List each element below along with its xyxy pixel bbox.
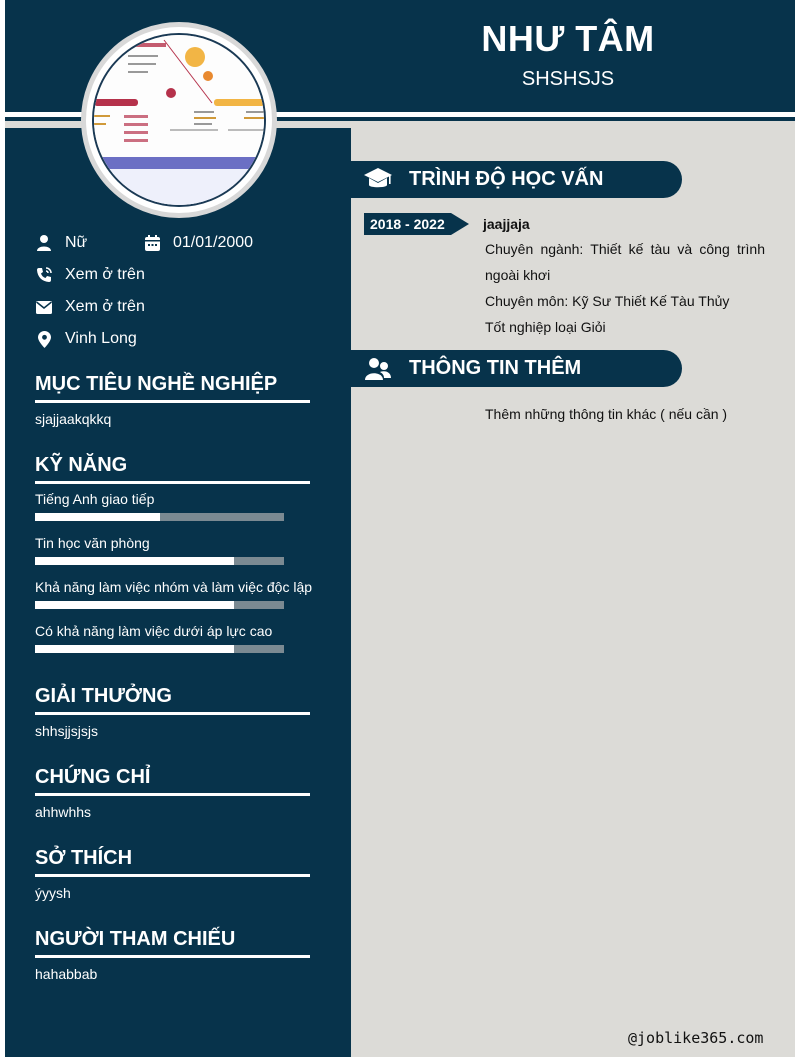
skill-bar [35, 601, 284, 609]
hobbies-title: SỞ THÍCH [35, 847, 310, 877]
cv-page [5, 0, 795, 1057]
skill-label: Tin học văn phòng [35, 535, 150, 551]
skill-bar [35, 513, 284, 521]
education-specialty: Chuyên môn: Kỹ Sư Thiết Kế Tàu Thủy [485, 293, 730, 309]
references-text: hahabbab [35, 966, 98, 982]
email-value: Xem ở trên [65, 298, 145, 315]
education-section-header [351, 161, 682, 198]
birthday-value: 01/01/2000 [173, 234, 254, 251]
envelope-icon [35, 298, 53, 316]
education-period-tag [364, 213, 469, 235]
graduation-cap-icon [363, 165, 393, 195]
calendar-icon [143, 234, 161, 252]
objective-text: sjajjaakqkkq [35, 411, 112, 427]
skill-bar-fill [35, 601, 234, 609]
additional-section-header [351, 350, 682, 387]
references-title: NGƯỜI THAM CHIẾU [35, 928, 310, 958]
skill-bar [35, 645, 284, 653]
skill-label: Có khả năng làm việc dưới áp lực cao [35, 623, 273, 639]
education-school: jaajjaja [483, 216, 530, 232]
skill-label: Khả năng làm việc nhóm và làm việc độc lập [35, 579, 313, 595]
skills-title: KỸ NĂNG [35, 454, 310, 484]
awards-text: shhsjjsjsjs [35, 723, 99, 739]
contact-address [35, 330, 137, 348]
additional-text: Thêm những thông tin khác ( nếu cần ) [485, 406, 728, 422]
education-grade: Tốt nghiệp loại Giỏi [485, 319, 606, 335]
education-title: TRÌNH ĐỘ HỌC VẤN [409, 168, 604, 190]
watermark: @joblike365.com [628, 1029, 764, 1047]
skill-bar-fill [35, 557, 234, 565]
avatar [81, 22, 277, 218]
contact-phone [35, 266, 145, 284]
candidate-subtitle: SHSHSJS [521, 68, 615, 90]
user-icon [35, 234, 53, 252]
contact-email [35, 298, 145, 316]
gender-value: Nữ [65, 234, 88, 251]
skill-label: Tiếng Anh giao tiếp [35, 491, 155, 507]
certificates-text: ahhwhhs [35, 804, 92, 820]
avatar-photo [92, 33, 266, 207]
certificates-title: CHỨNG CHỈ [35, 766, 310, 796]
phone-icon [35, 266, 53, 284]
address-value: Vinh Long [65, 330, 137, 347]
education-period: 2018 - 2022 [364, 213, 451, 235]
contact-birthday [143, 234, 253, 252]
skill-bar-fill [35, 513, 160, 521]
tag-arrow [451, 213, 469, 235]
education-major: Chuyên ngành: Thiết kế tàu và công trình ngoài khơi [485, 241, 765, 283]
phone-value: Xem ở trên [65, 266, 145, 283]
skill-bar-fill [35, 645, 234, 653]
location-pin-icon [35, 330, 53, 348]
skill-bar [35, 557, 284, 565]
contact-gender [35, 234, 87, 252]
users-icon [363, 354, 393, 384]
sidebar [5, 128, 351, 1057]
awards-title: GIẢI THƯỞNG [35, 685, 310, 715]
hobbies-text: ýyysh [35, 885, 71, 901]
additional-title: THÔNG TIN THÊM [409, 357, 582, 379]
objective-title: MỤC TIÊU NGHỀ NGHIỆP [35, 373, 310, 403]
candidate-name: NHƯ TÂM [481, 18, 655, 59]
